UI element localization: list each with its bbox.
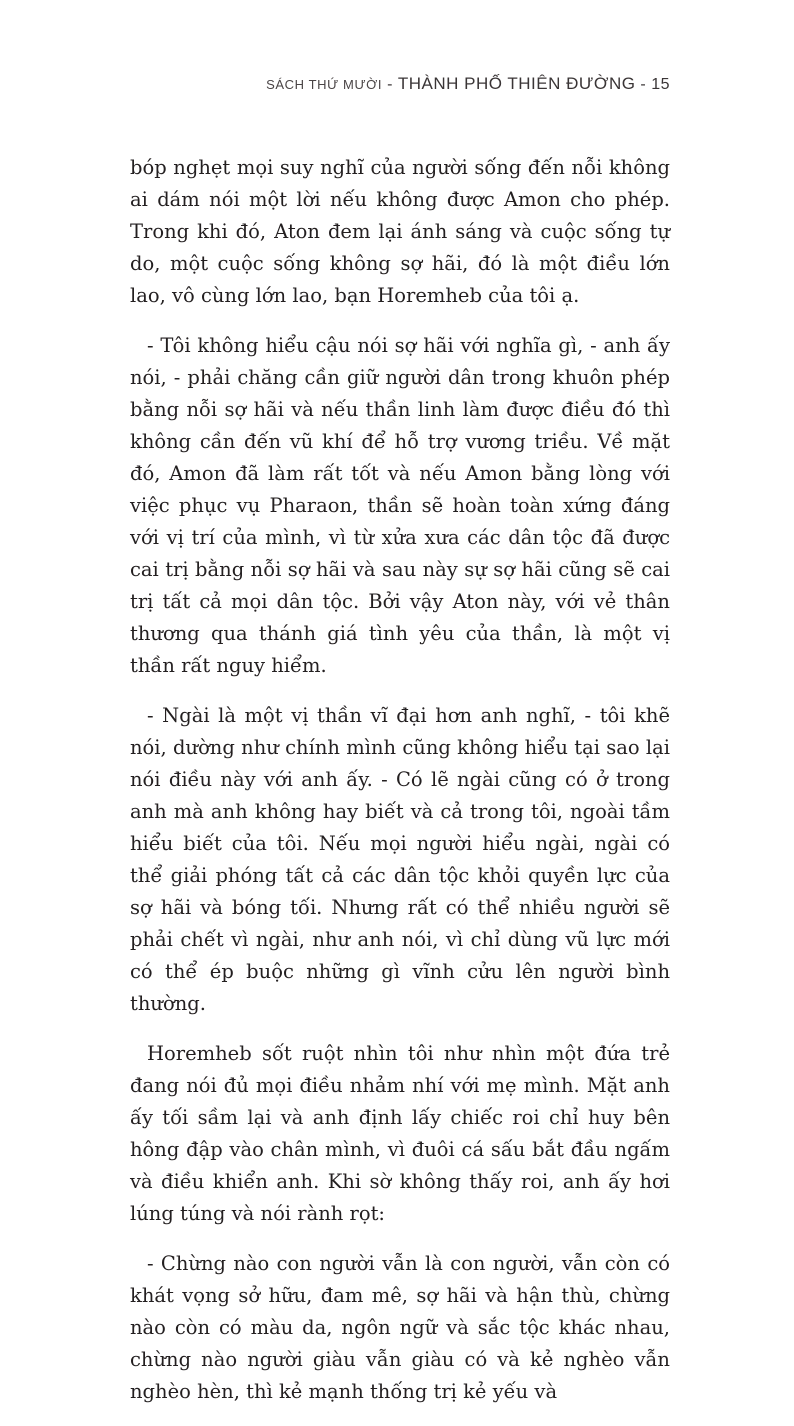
page-number: 15 <box>651 76 670 93</box>
paragraph-dialogue: - Chừng nào con người vẫn là con người, vẫn còn có khát vọng sở hữu, đam mê, sợ hãi và hận thù, chừng nào còn có màu da, ngôn ngữ và sắc tộc khác nhau, chừng nào người giàu vẫn giàu có và kẻ nghèo vẫn nghèo hèn, thì kẻ mạnh thống trị kẻ yếu và <box>130 1252 670 1403</box>
book-title: THÀNH PHỐ THIÊN ĐƯỜNG <box>397 74 636 93</box>
running-header <box>266 74 670 94</box>
header-separator: - <box>635 76 652 93</box>
paragraph-dialogue: - Ngài là một vị thần vĩ đại hơn anh nghĩ, - tôi khẽ nói, dường như chính mình cũng không hiểu tại sao lại nói điều này với anh ấy. - Có lẽ ngài cũng có ở trong anh mà anh không hay biết và cả trong tôi, ngoài tầm hiểu biết của tôi. Nếu mọi người hiểu ngài, ngài có thể giải phóng tất cả các dân tộc khỏi quyền lực của sợ hãi và bóng tối. Nhưng rất có thể nhiều người sẽ phải chết vì ngài, như anh nói, vì chỉ dùng vũ lực mới có thể ép buộc những gì vĩnh cửu lên người bình thường. <box>130 704 670 1015</box>
paragraph-dialogue: - Tôi không hiểu cậu nói sợ hãi với nghĩa gì, - anh ấy nói, - phải chăng cần giữ người dân trong khuôn phép bằng nỗi sợ hãi và nếu thần linh làm được điều đó thì không cần đến vũ khí để hỗ trợ vương triều. Về mặt đó, Amon đã làm rất tốt và nếu Amon bằng lòng với việc phục vụ Pharaon, thần sẽ hoàn toàn xứng đáng với vị trí của mình, vì từ xửa xưa các dân tộc đã được cai trị bằng nỗi sợ hãi và sau này sự sợ hãi cũng sẽ cai trị tất cả mọi dân tộc. Bởi vậy Aton này, với vẻ thân thương qua thánh giá tình yêu của thần, là một vị thần rất nguy hiểm. <box>130 334 670 677</box>
page-body <box>130 152 670 1426</box>
header-separator: - <box>382 76 398 93</box>
paragraph-narration: Horemheb sốt ruột nhìn tôi như nhìn một đứa trẻ đang nói đủ mọi điều nhảm nhí với mẹ mình. Mặt anh ấy tối sầm lại và anh định lấy chiếc roi chỉ huy bên hông đập vào chân mình, vì đuôi cá sấu bắt đầu ngấm và điều khiển anh. Khi sờ không thấy roi, anh ấy hơi lúng túng và nói rành rọt: <box>130 1042 670 1225</box>
paragraph-continued: bóp nghẹt mọi suy nghĩ của người sống đến nỗi không ai dám nói một lời nếu không được Amon cho phép. Trong khi đó, Aton đem lại ánh sáng và cuộc sống tự do, một cuộc sống không sợ hãi, đó là một điều lớn lao, vô cùng lớn lao, bạn Horemheb của tôi ạ. <box>130 156 670 307</box>
book-series-label: SÁCH THỨ MƯỜI <box>266 77 383 92</box>
